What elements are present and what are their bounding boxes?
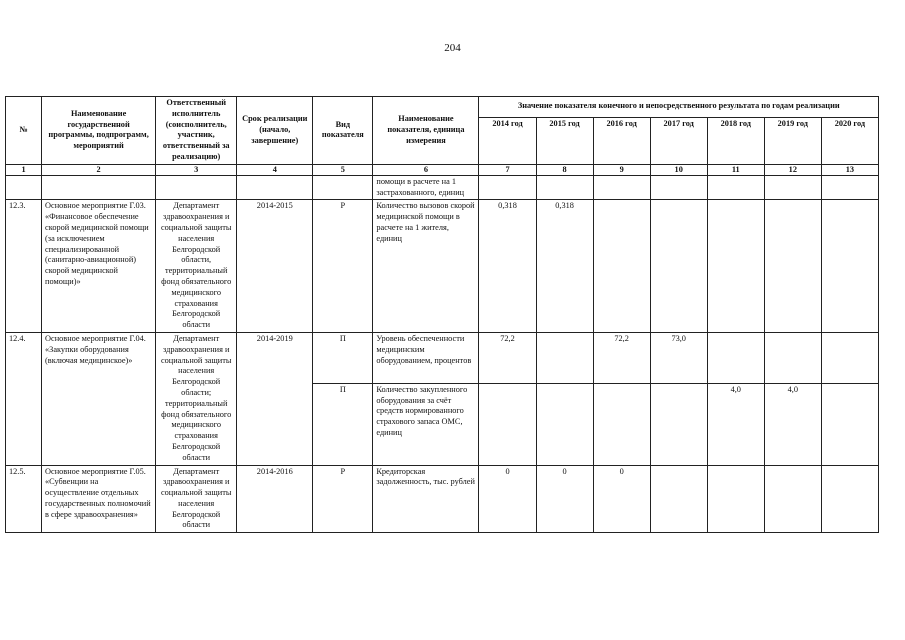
column-number: 12: [764, 164, 821, 175]
value-cell: [764, 332, 821, 383]
header-year: 2019 год: [764, 117, 821, 164]
value-cell: [593, 383, 650, 465]
value-cell: [707, 200, 764, 333]
header-year: 2020 год: [821, 117, 878, 164]
value-cell: 72,2: [593, 332, 650, 383]
column-number: 5: [313, 164, 373, 175]
column-number: 9: [593, 164, 650, 175]
table-row-continuation: [6, 175, 879, 200]
header-indicator-type: Вид показателя: [313, 97, 373, 165]
value-cell: 0: [593, 465, 650, 533]
column-number: 6: [373, 164, 479, 175]
value-cell: 0,318: [479, 200, 536, 333]
executor-cell: Департамент здравоохранения и социальной защиты населения Белгородской области; территориальный фонд обязательного медицинского страхования Белгородской области: [156, 332, 237, 465]
value-cell: [821, 200, 878, 333]
column-number-row: [6, 164, 879, 175]
value-cell: 4,0: [707, 383, 764, 465]
column-number: 13: [821, 164, 878, 175]
indicator-cell: Количество вызовов скорой медицинской помощи в расчете на 1 жителя, единиц: [373, 200, 479, 333]
row-number: 12.4.: [6, 332, 42, 465]
activity-name: Основное мероприятие Г.03. «Финансовое обеспечение скорой медицинской помощи (за исключением специализированной (санитарно-авиационной) скорой медицинской помощи)»: [42, 200, 156, 333]
column-number: 2: [42, 164, 156, 175]
indicator-cell: помощи в расчете на 1 застрахованного, единиц: [373, 175, 479, 200]
column-number: 7: [479, 164, 536, 175]
value-cell: [650, 383, 707, 465]
row-number: 12.3.: [6, 200, 42, 333]
value-cell: [650, 465, 707, 533]
executor-cell: Департамент здравоохранения и социальной защиты населения Белгородской области: [156, 465, 237, 533]
header-year: 2018 год: [707, 117, 764, 164]
value-cell: [593, 200, 650, 333]
header-year: 2015 год: [536, 117, 593, 164]
header-year: 2014 год: [479, 117, 536, 164]
table-row: [6, 465, 879, 533]
executor-cell: Департамент здравоохранения и социальной защиты населения Белгородской области, территориальный фонд обязательного медицинского страхования Белгородской области: [156, 200, 237, 333]
row-number: 12.5.: [6, 465, 42, 533]
indicator-type-cell: П: [313, 332, 373, 383]
value-cell: [536, 383, 593, 465]
value-cell: [479, 383, 536, 465]
value-cell: [707, 332, 764, 383]
table-row: [6, 332, 879, 383]
activity-name: Основное мероприятие Г.04. «Закупки оборудования (включая медицинское)»: [42, 332, 156, 465]
indicator-type-cell: Р: [313, 465, 373, 533]
column-number: 8: [536, 164, 593, 175]
column-number: 10: [650, 164, 707, 175]
header-indicator-name: Наименование показателя, единица измерения: [373, 97, 479, 165]
header-values-group: Значение показателя конечного и непосредственного результата по годам реализации: [479, 97, 879, 118]
value-cell: 0: [479, 465, 536, 533]
value-cell: 72,2: [479, 332, 536, 383]
indicator-cell: Уровень обеспеченности медицинским оборудованием, процентов: [373, 332, 479, 383]
column-number: 4: [237, 164, 313, 175]
value-cell: [764, 200, 821, 333]
column-number: 3: [156, 164, 237, 175]
value-cell: [821, 332, 878, 383]
header-row-1: [6, 97, 879, 118]
header-executor: Ответственный исполнитель (соисполнитель, участник, ответственный за реализацию): [156, 97, 237, 165]
indicator-type-cell: Р: [313, 200, 373, 333]
indicator-type-cell: П: [313, 383, 373, 465]
value-cell: [536, 332, 593, 383]
period-cell: 2014-2016: [237, 465, 313, 533]
period-cell: 2014-2019: [237, 332, 313, 465]
header-name: Наименование государственной программы, подпрограмм, мероприятий: [42, 97, 156, 165]
header-period: Срок реализации (начало, завершение): [237, 97, 313, 165]
table-row: [6, 200, 879, 333]
value-cell: [764, 465, 821, 533]
column-number: 11: [707, 164, 764, 175]
value-cell: [650, 200, 707, 333]
page-number: 204: [444, 42, 461, 54]
activity-name: Основное мероприятие Г.05. «Субвенции на осуществление отдельных государственных полномочий в сфере здравоохранения»: [42, 465, 156, 533]
value-cell: [707, 465, 764, 533]
value-cell: 0,318: [536, 200, 593, 333]
indicator-cell: Количество закупленного оборудования за счёт средств нормированного страхового запаса ОМС, единиц: [373, 383, 479, 465]
header-year: 2017 год: [650, 117, 707, 164]
value-cell: [821, 465, 878, 533]
header-num: №: [6, 97, 42, 165]
column-number: 1: [6, 164, 42, 175]
value-cell: 73,0: [650, 332, 707, 383]
header-year: 2016 год: [593, 117, 650, 164]
value-cell: 0: [536, 465, 593, 533]
period-cell: 2014-2015: [237, 200, 313, 333]
value-cell: [821, 383, 878, 465]
indicator-cell: Кредиторская задолженность, тыс. рублей: [373, 465, 479, 533]
value-cell: 4,0: [764, 383, 821, 465]
results-table: [5, 96, 879, 533]
